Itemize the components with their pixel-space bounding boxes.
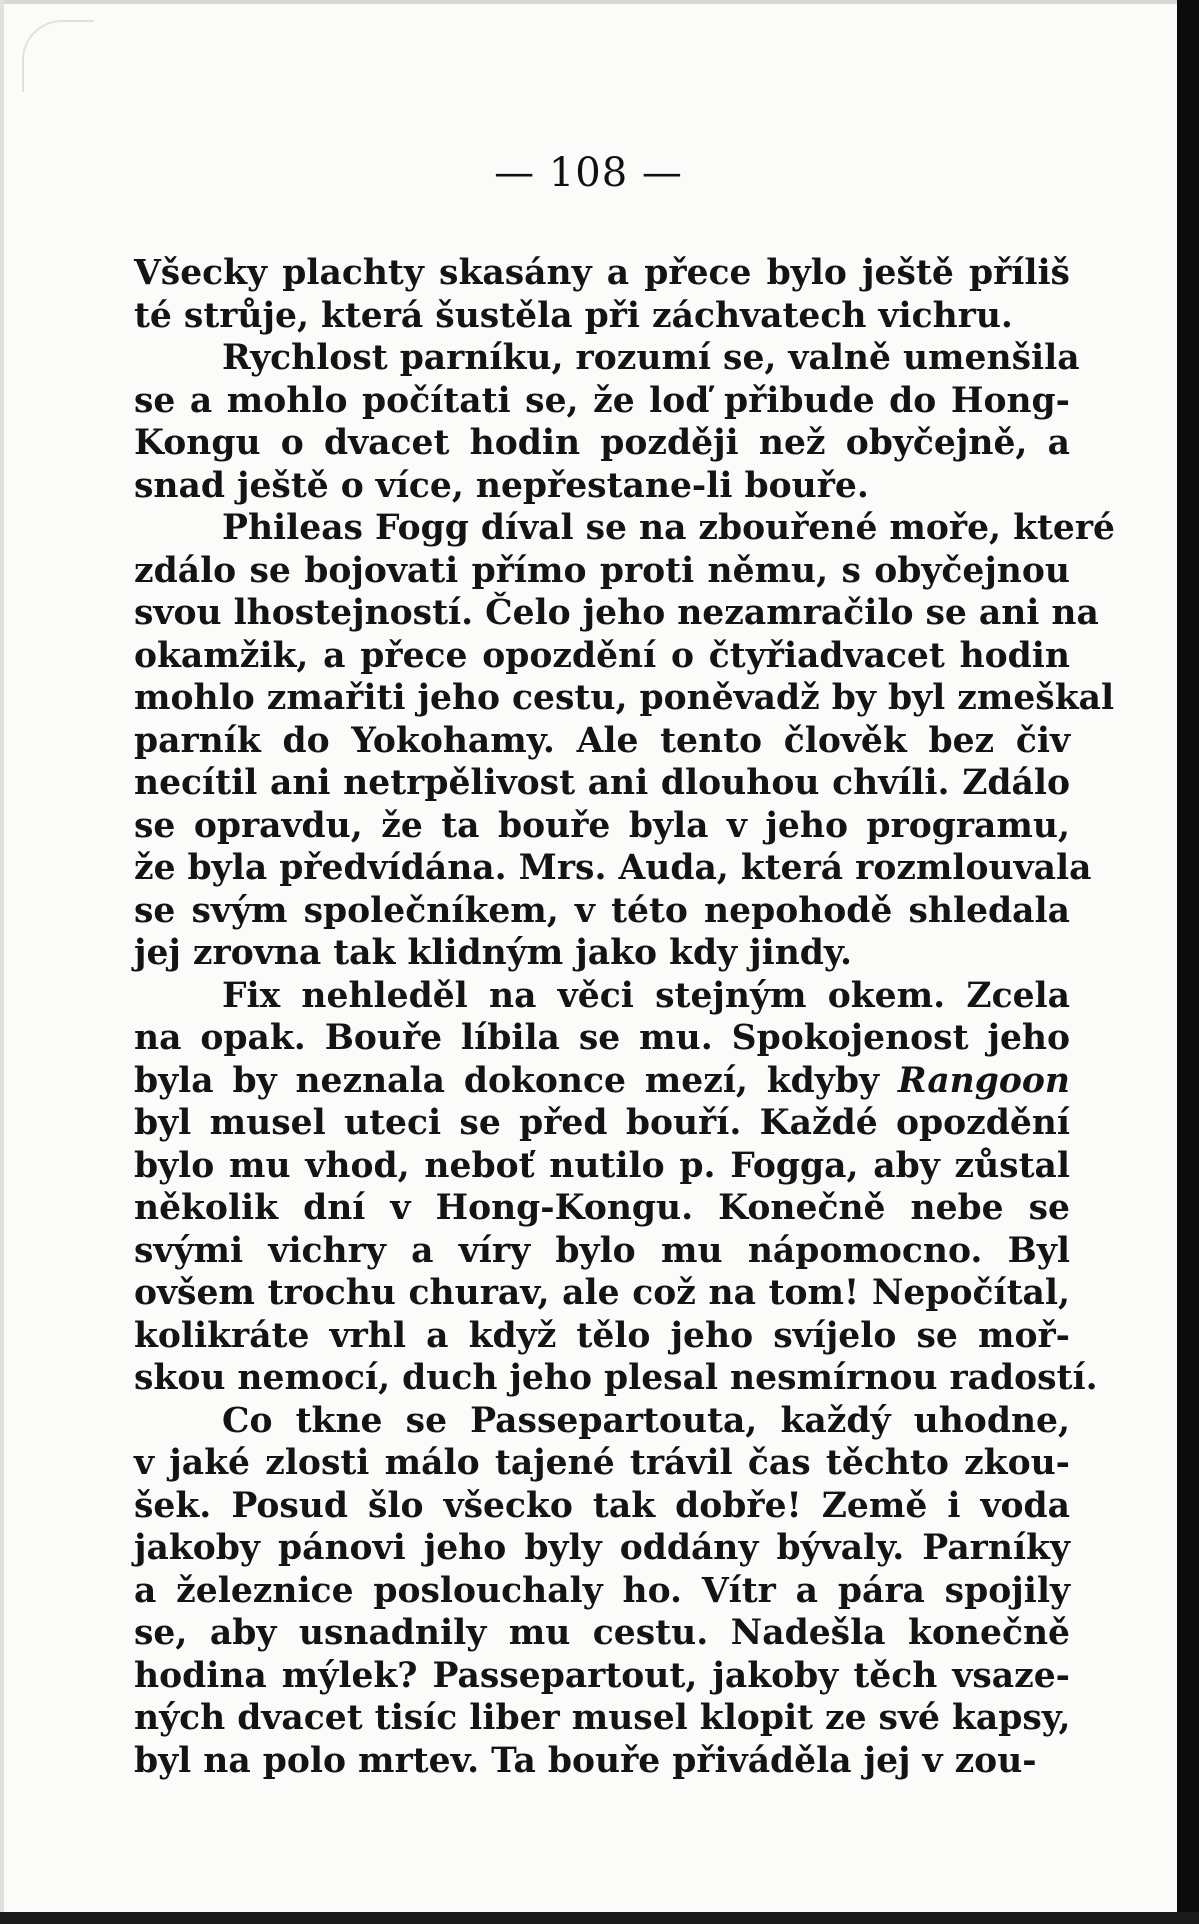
text-line: ovšem trochu churav, ale což na tom! Nepočítal, [134, 1273, 1070, 1313]
text-line: se opravdu, že ta bouře byla v jeho programu, [134, 805, 1070, 846]
page-edge-top [0, 0, 1199, 4]
page-number: — 108 — [494, 150, 683, 196]
text-line: na opak. Bouře líbila se mu. Spokojenost jeho [134, 1018, 1070, 1058]
text-line: skou nemocí, duch jeho plesal nesmírnou radostí. [134, 1358, 1098, 1398]
text-line: a železnice poslouchaly ho. Vítr a pára spojily [134, 1570, 1070, 1611]
text-line: parník do Yokohamy. Ale tento člověk bez čiv [134, 720, 1070, 761]
paragraph [134, 975, 1098, 1400]
paragraph [134, 337, 1080, 507]
text-line: se a mohlo počítati se, že loď přibude do Hong- [134, 380, 1070, 421]
text-line: Phileas Fogg díval se na zbouřené moře, které [222, 508, 1115, 548]
text-line: v jaké zlosti málo tajené trávil čas těchto zkou- [134, 1443, 1070, 1483]
page-edge-bottom [0, 1912, 1199, 1924]
text-line: se, aby usnadnily mu cestu. Nadešla konečně [134, 1613, 1070, 1653]
page-edge-left [0, 0, 4, 1924]
text-line: se svým společníkem, v této nepohodě shledala [134, 890, 1070, 931]
text-line: že byla předvídána. Mrs. Auda, která rozmlouvala [134, 848, 1092, 888]
text-line: okamžik, a přece opozdění o čtyřiadvacet hodin [134, 635, 1070, 676]
text-line: svou lhostejností. Čelo jeho nezamračilo se ani na [134, 593, 1099, 633]
page-edge-right [1177, 0, 1199, 1924]
text-line: necítil ani netrpělivost ani dlouhou chvíli. Zdálo [134, 763, 1070, 803]
page-corner-mark [22, 20, 94, 92]
text-line: Všecky plachty skasány a přece bylo ještě příliš [134, 253, 1070, 293]
body-text [134, 252, 1115, 1782]
text-line: byl musel uteci se před bouří. Každé opozdění [134, 1103, 1070, 1143]
text-line: zdálo se bojovati přímo proti němu, s obyčejnou [134, 550, 1070, 591]
text-line: kolikráte vrhl a když tělo jeho svíjelo se moř- [134, 1315, 1070, 1356]
text-line: jakoby pánovi jeho byly oddány bývaly. Parníky [134, 1528, 1070, 1568]
text-line: Kongu o dvacet hodin později než obyčejně, a [134, 423, 1070, 463]
paragraph [134, 507, 1115, 975]
text-line: snad ještě o více, nepřestane-li bouře. [134, 465, 869, 506]
text-line: Rychlost parníku, rozumí se, valně umenšila [222, 338, 1080, 378]
text-line: té strůje, která šustěla při záchvatech vichru. [134, 295, 1013, 336]
paragraph [134, 1400, 1070, 1783]
text-line: šek. Posud šlo všecko tak dobře! Země i voda [134, 1485, 1070, 1526]
text-line: byl na polo mrtev. Ta bouře přiváděla jej v zou- [134, 1740, 1037, 1781]
text-line: ných dvacet tisíc liber musel klopit ze své kapsy, [134, 1698, 1071, 1738]
text-line: mohlo zmařiti jeho cestu, poněvadž by byl zmeškal [134, 678, 1115, 718]
paragraph [134, 252, 1070, 337]
text-line: hodina mýlek? Passepartout, jakoby těch vsaze- [134, 1655, 1070, 1696]
text-line: byla by neznala dokonce mezí, kdyby Rangoon [134, 1060, 1070, 1101]
text-line: Co tkne se Passepartouta, každý uhodne, [222, 1400, 1070, 1441]
text-line: bylo mu vhod, neboť nutilo p. Fogga, aby zůstal [134, 1145, 1070, 1186]
text-line: několik dní v Hong-Kongu. Konečně nebe se [134, 1188, 1070, 1228]
text-line: jej zrovna tak klidným jako kdy jindy. [134, 933, 853, 973]
text-line: svými vichry a víry bylo mu nápomocno. Byl [134, 1230, 1070, 1271]
text-line: Fix nehleděl na věci stejným okem. Zcela [222, 975, 1070, 1016]
